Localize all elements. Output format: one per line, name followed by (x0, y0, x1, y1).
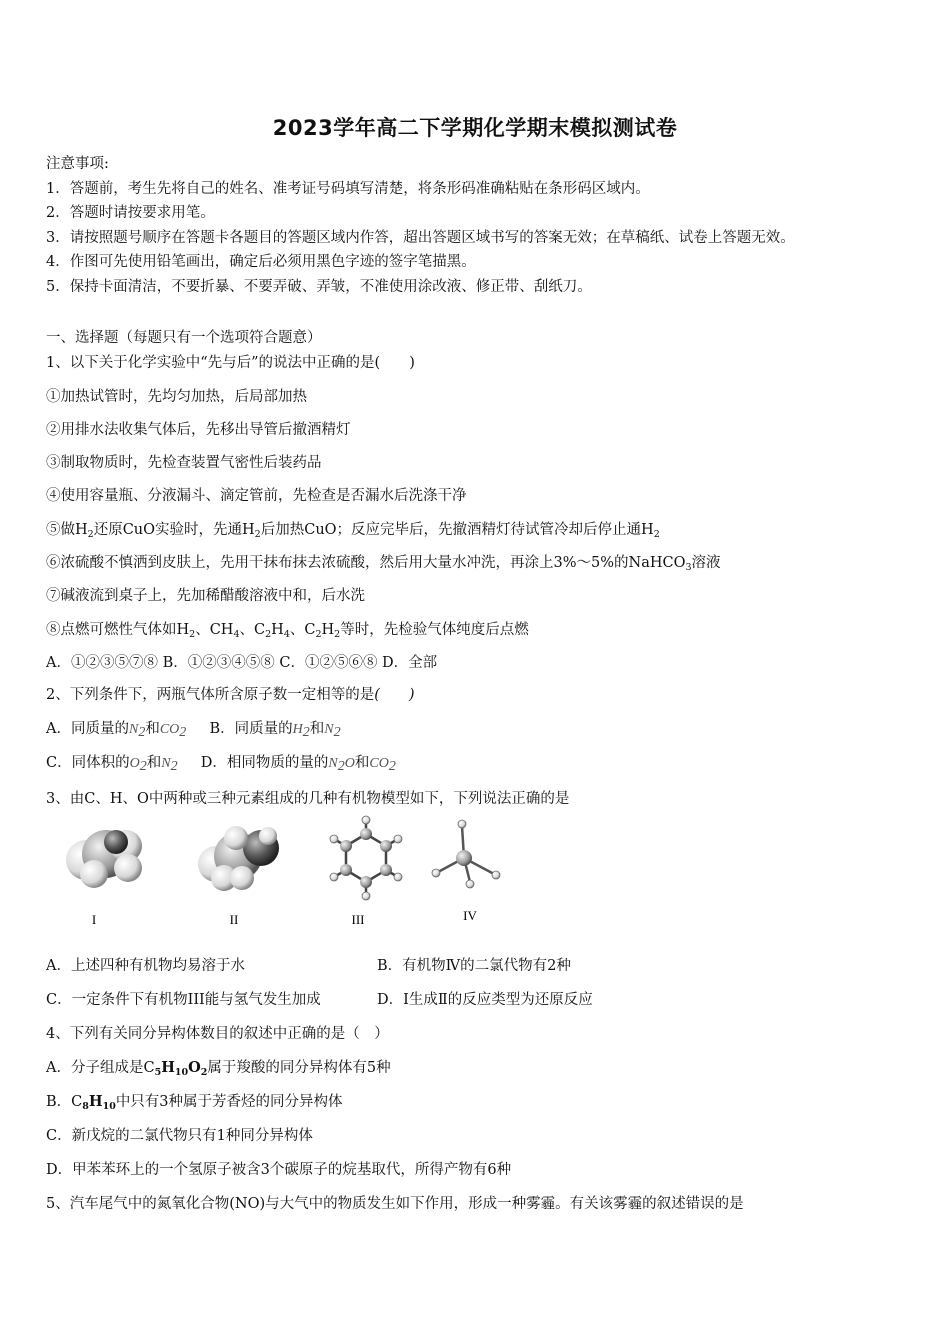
notes-block (46, 152, 795, 299)
model-label-iv: IV (463, 908, 477, 923)
q2-option-a: A．同质量的N2和CO2 (46, 721, 187, 740)
model-i-space-filling (66, 830, 142, 888)
q4-option-c: C．新戊烷的二氯代物只有1种同分异构体 (46, 1128, 313, 1144)
model-iii-benzene (330, 816, 402, 900)
q3-option-b: B．有机物Ⅳ的二氯代物有2种 (377, 958, 571, 974)
q1-stem: 1、以下关于化学实验中“先与后”的说法中正确的是( ) (46, 355, 415, 371)
model-label-i: I (91, 912, 97, 927)
q1-item-4: ④使用容量瓶、分液漏斗、滴定管前，先检查是否漏水后洗涤干净 (46, 488, 467, 504)
q1-item-6: ⑥浓硫酸不慎洒到皮肤上，先用干抹布抹去浓硫酸，然后用大量水冲洗，再涂上3%～5%的NaHCO$_3$溶液 (46, 555, 721, 573)
q2-stem: 2、下列条件下，两瓶气体所含原子数一定相等的是( ) (46, 687, 415, 703)
q1-options: A．①②③⑤⑦⑧ B．①②③④⑤⑧ C．①②⑤⑥⑧ D．全部 (46, 655, 438, 671)
q1-item-7: ⑦碱液流到桌子上，先加稀醋酸溶液中和，后水洗 (46, 588, 365, 604)
q1-item-1: ①加热试管时，先均匀加热，后局部加热 (46, 389, 307, 405)
q2-options-cd (46, 751, 396, 775)
q3-option-c: C．一定条件下有机物III能与氢气发生加成 (46, 992, 321, 1008)
q2-option-c: C．同体积的O2和N2 (46, 755, 178, 774)
section-heading: 一、选择题（每题只有一个选项符合题意） (46, 330, 322, 346)
q3-stem: 3、由C、H、O中两种或三种元素组成的几种有机物模型如下，下列说法正确的是 (46, 791, 570, 807)
q1-item-2: ②用排水法收集气体后，先移出导管后撤酒精灯 (46, 422, 351, 438)
q2-options-ab (46, 717, 341, 741)
note-item: 1．答题前，考生先将自己的姓名、准考证号码填写清楚，将条形码准确粘贴在条形码区域内。 (46, 180, 650, 197)
model-label-ii: II (229, 912, 239, 927)
q4-option-b: B．$C_8H_{10}$中只有3种属于芳香烃的同分异构体 (46, 1093, 343, 1112)
q1-item-8: ⑧点燃可燃性气体如$H_2$、$CH_4$、$C_2H_4$、$C_2H_2$等时，先检验气体纯度后点燃 (46, 622, 529, 640)
q5-stem: 5、汽车尾气中的氮氧化合物(NO)与大气中的物质发生如下作用，形成一种雾霾。有关该雾霾的叙述错误的是 (46, 1196, 744, 1212)
q1-item-3: ③制取物质时，先检查装置气密性后装药品 (46, 455, 322, 471)
q4-option-d: D．甲苯苯环上的一个氢原子被含3个碳原子的烷基取代，所得产物有6种 (46, 1162, 512, 1178)
notes-heading: 注意事项: (46, 156, 109, 172)
q3-option-a: A．上述四种有机物均易溶于水 (46, 958, 245, 974)
note-item: 5．保持卡面清洁，不要折暴、不要弄破、弄皱，不准使用涂改液、修正带、刮纸刀。 (46, 278, 592, 295)
q4-option-a: A．分子组成是$C_5H_{10}O_2$属于羧酸的同分异构体有5种 (46, 1059, 391, 1078)
q3-option-d: D．I生成Ⅱ的反应类型为还原反应 (377, 992, 593, 1008)
molecule-models-figure (56, 812, 536, 932)
note-item: 3．请按照题号顺序在答题卡各题目的答题区域内作答，超出答题区域书写的答案无效；在草稿纸、试卷上答题无效。 (46, 229, 795, 246)
model-label-iii: III (351, 912, 365, 927)
q1-item-5: ⑤做$H_2$还原CuO实验时，先通$H_2$后加热CuO；反应完毕后，先撤酒精灯待试管冷却后停止通$H_2$ (46, 522, 660, 540)
note-item: 4．作图可先使用铅笔画出，确定后必须用黑色字迹的签字笔描黑。 (46, 254, 476, 270)
q2-option-b: B．同质量的H2和N2 (209, 721, 341, 740)
page-title: 2023学年高二下学期化学期末模拟测试卷 (272, 116, 678, 140)
q2-option-d: D．相同物质的量的N2O和CO2 (200, 755, 396, 774)
q4-stem: 4、下列有关同分异构体数目的叙述中正确的是（ ） (46, 1026, 389, 1042)
model-iv-tetrahedral (432, 820, 500, 888)
note-item: 2．答题时请按要求用笔。 (46, 205, 215, 221)
molecule-models-svg (56, 812, 536, 932)
model-ii-space-filling (198, 826, 279, 891)
